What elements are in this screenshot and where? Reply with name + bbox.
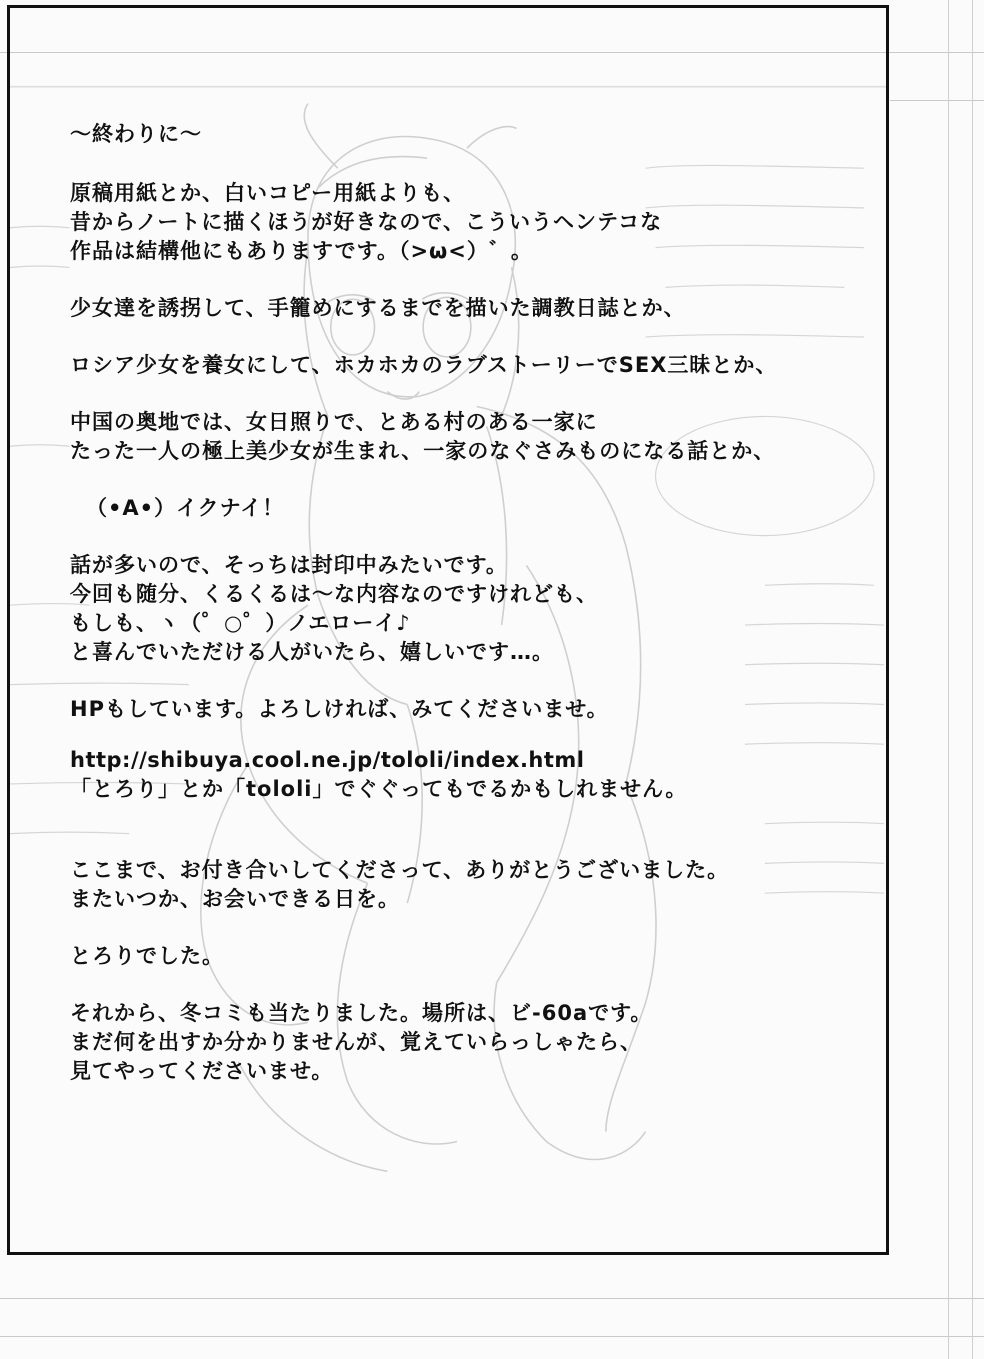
notebook-rule [0,1336,984,1337]
paragraph-line: たった一人の極上美少女が生まれ、一家のなぐさみものになる話とか、 [70,439,776,463]
notebook-margin-line [972,0,973,1359]
afterword-title: 〜終わりに〜 [70,122,202,146]
paragraph-line: 見てやってくださいませ。 [70,1059,334,1083]
paragraph-line: 「とろり」とか「tololi」でぐぐってもでるかもしれません。 [70,777,688,801]
page-frame [7,5,889,1255]
notebook-rule [890,100,984,101]
paragraph-line: 作品は結構他にもありますです。（>ω<）゛。 [70,239,533,263]
paragraph-line: もしも、ヽ（゜○゜）ノエローイ♪ [70,611,411,635]
paragraph-line: またいつか、お会いできる日を。 [70,887,400,911]
paragraph-line: まだ何を出すか分かりませんが、覚えていらっしゃたら、 [70,1030,642,1054]
paragraph-line: 少女達を誘拐して、手籠めにするまでを描いた調教日誌とか、 [70,296,686,320]
paragraph-line: 話が多いので、そっちは封印中みたいです。 [70,553,508,577]
notebook-margin-line [948,0,949,1359]
notebook-rule [0,1298,984,1299]
homepage-url: http://shibuya.cool.ne.jp/tololi/index.html [70,748,585,772]
paragraph-line: ここまで、お付き合いしてくださって、ありがとうございました。 [70,858,730,882]
paragraph-line: 今回も随分、くるくるは〜な内容なのですけれども、 [70,582,598,606]
signature-line: とろりでした。 [70,944,224,968]
paragraph-line: それから、冬コミも当たりました。場所は、ビ-60aです。 [70,1001,653,1025]
paragraph-line: と喜んでいただける人がいたら、嬉しいです…。 [70,640,554,664]
paragraph-line: HPもしています。よろしければ、みてくださいませ。 [70,697,609,721]
paragraph-line: 原稿用紙とか、白いコピー用紙よりも、 [70,181,466,205]
paragraph-line: 昔からノートに描くほうが好きなので、こういうヘンテコな [70,210,663,234]
emoticon-line: （•A•）イクナイ！ [86,496,285,520]
paragraph-line: ロシア少女を養女にして、ホカホカのラブストーリーでSEX三昧とか、 [70,353,778,377]
paragraph-line: 中国の奥地では、女日照りで、とある村のある一家に [70,410,598,434]
afterword-text [70,120,889,1086]
